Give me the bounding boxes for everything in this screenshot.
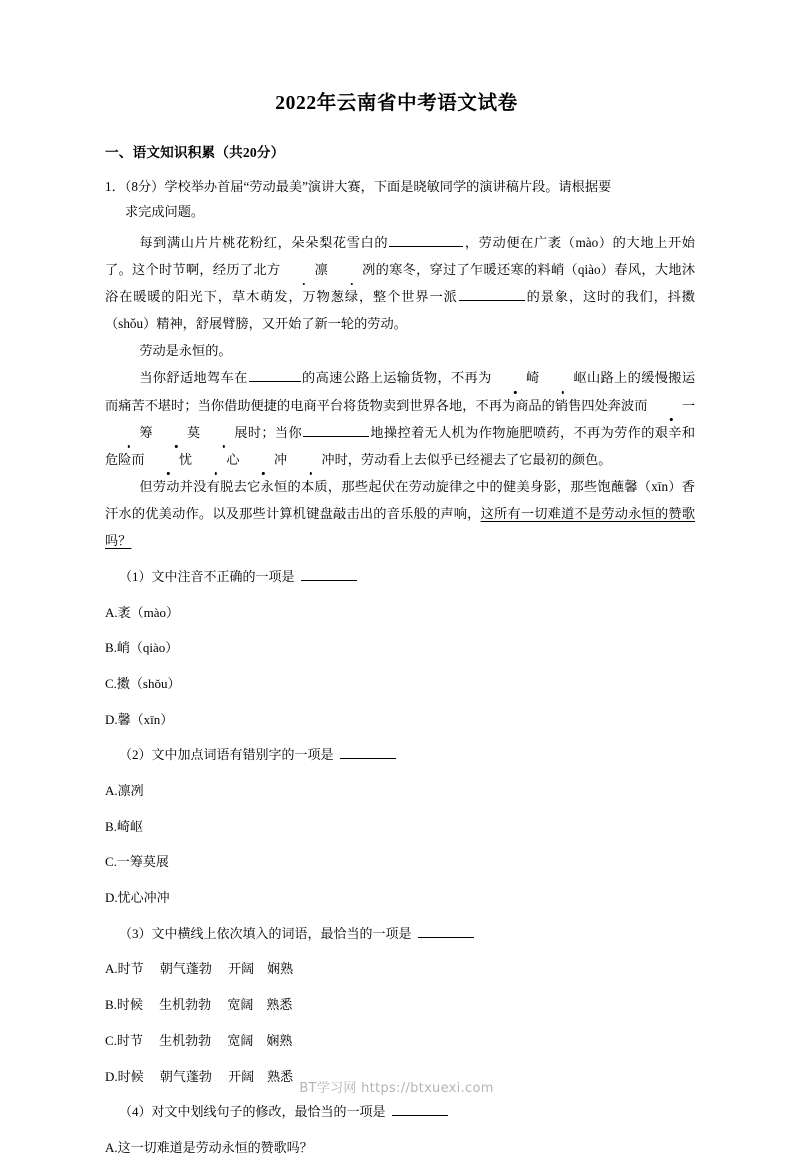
sub-question-3-text: 文中横线上依次填入的词语，最恰当的一项是 bbox=[151, 925, 412, 941]
passage-p3-seg-e: 地操控着无人机为作物施肥喷药，不再为劳作的艰辛和危险而 bbox=[105, 424, 696, 467]
page-content bbox=[105, 143, 695, 1160]
sub-question-2-option-b[interactable]: B.崎岖 bbox=[105, 818, 143, 834]
passage-p3-seg-a: 当你舒适地驾车在 bbox=[139, 370, 248, 386]
sub-question-1-answer-blank[interactable] bbox=[301, 568, 357, 581]
passage-p4-seg-a: 但劳动并没有脱去它永恒的本质，那些起伏在劳动旋律之中的健美身影，那些饱蘸馨（xīn）香汗水的优美动作。以及那些计算机键盘敲击出的音乐般的声响， bbox=[105, 478, 695, 521]
passage-underlined-sentence: 这所有一切难道不是劳动永恒的赞歌吗？ bbox=[105, 505, 696, 548]
sub-question-4-number: （4） bbox=[119, 1104, 152, 1120]
passage-paragraph-2: 劳动是永恒的。 bbox=[139, 343, 232, 359]
sub-question-1-text: 文中注音不正确的一项是 bbox=[151, 568, 295, 584]
passage-blank-3[interactable] bbox=[249, 369, 301, 383]
passage-paragraph-1 bbox=[105, 229, 695, 337]
passage-p3-seg-c: 山路上的缓慢搬运而痛苦不堪时；当你借助便捷的电商平台将货物卖到世界各地，不再为商品的销售四处奔波而 bbox=[105, 370, 696, 413]
passage-blank-4[interactable] bbox=[303, 423, 369, 437]
sub-question-3-number: （3） bbox=[119, 925, 152, 941]
sub-question-2-number: （2） bbox=[119, 747, 152, 763]
passage-p1-seg-a: 每到满山片片桃花粉红，朵朵梨花雪白的 bbox=[139, 235, 389, 251]
passage-emphasis-yichoumozhan: 一筹 莫 展 bbox=[105, 398, 695, 440]
sub-question-3 bbox=[105, 922, 695, 947]
sub-question-3-option-c[interactable]: C.时节 生机勃勃 宽阔 娴熟 bbox=[105, 1032, 293, 1048]
passage-paragraph-4 bbox=[105, 473, 695, 554]
sub-question-3-option-b[interactable]: B.时候 生机勃勃 宽阔 熟悉 bbox=[105, 997, 293, 1013]
question-1-stem bbox=[105, 174, 695, 225]
passage-p3-seg-f: 时，劳动看上去似乎已经褪去了它最初的颜色。 bbox=[334, 451, 612, 467]
passage-p1-seg-b: ，劳动便在广袤（mào）的大地上开始了。这个时节啊，经历了北方 bbox=[105, 235, 695, 278]
passage-blank-2[interactable] bbox=[459, 288, 525, 302]
sub-question-3-option-d[interactable]: D.时候 朝气蓬勃 开阔 熟悉 bbox=[105, 1068, 294, 1084]
footer-watermark: BT学习网 https://btxuexi.com bbox=[299, 1081, 494, 1096]
sub-question-1-option-d[interactable]: D.馨（xīn） bbox=[105, 711, 174, 727]
page-title: 2022年云南省中考语文试卷 bbox=[275, 93, 518, 114]
sub-question-1-number: （1） bbox=[119, 568, 152, 584]
sub-question-4 bbox=[105, 1100, 695, 1125]
passage-p1-seg-c: 的寒冬，穿过了乍暖还寒的料峭（qiào）春风，大地沐浴在暖暖的阳光下，草木萌发，万物葱绿，整个世界一派 bbox=[105, 262, 696, 305]
sub-question-2-option-a[interactable]: A.凛冽 bbox=[105, 783, 144, 799]
passage-p3-seg-b: 的高速公路上运输货物，不再为 bbox=[301, 370, 492, 386]
question-1-stem-line-1: 1．（8分）学校举办首届“劳动最美”演讲大赛，下面是晓敏同学的演讲稿片段。请根据要 bbox=[105, 178, 612, 194]
sub-question-3-answer-blank[interactable] bbox=[418, 925, 474, 938]
sub-question-2-option-c[interactable]: C.一筹莫展 bbox=[105, 854, 169, 870]
sub-question-4-answer-blank[interactable] bbox=[392, 1104, 448, 1117]
passage-blank-1[interactable] bbox=[389, 234, 463, 248]
sub-question-1-option-c[interactable]: C.擞（shǒu） bbox=[105, 675, 181, 691]
sub-question-2-answer-blank[interactable] bbox=[340, 747, 396, 760]
sub-question-2-option-d[interactable]: D.忧心冲冲 bbox=[105, 890, 170, 906]
question-1-stem-line-2: 求完成问题。 bbox=[125, 204, 205, 220]
passage-emphasis-qiqu: 崎 岖 bbox=[492, 370, 587, 385]
passage-p3-seg-d: 时；当你 bbox=[247, 424, 303, 440]
sub-question-4-option-a[interactable]: A.这一切难道是劳动永恒的赞歌吗？ bbox=[105, 1139, 313, 1155]
passage-emphasis-linlie: 凛 冽 bbox=[280, 262, 375, 277]
sub-question-2-text: 文中加点词语有错别字的一项是 bbox=[151, 747, 334, 763]
passage-paragraph-3 bbox=[105, 364, 695, 472]
sub-question-1-option-a[interactable]: A.袤（mào） bbox=[105, 604, 180, 620]
question-1-passage bbox=[105, 229, 695, 554]
passage-p1-seg-d: 的景象，这时的我们，抖擞（shǒu）精神，舒展臂膀，又开始了新一轮的劳动。 bbox=[105, 289, 695, 332]
sub-question-4-text: 对文中划线句子的修改，最恰当的一项是 bbox=[151, 1104, 386, 1120]
passage-emphasis-youxinchongchong: 忧 心 冲 冲 bbox=[145, 452, 335, 467]
sub-question-2 bbox=[105, 743, 695, 768]
section-heading: 一、语文知识积累（共20分） bbox=[105, 145, 285, 161]
sub-question-3-option-a[interactable]: A.时节 朝气蓬勃 开阔 娴熟 bbox=[105, 961, 294, 977]
sub-question-1 bbox=[105, 565, 695, 590]
sub-question-1-option-b[interactable]: B.峭（qiào） bbox=[105, 640, 179, 656]
